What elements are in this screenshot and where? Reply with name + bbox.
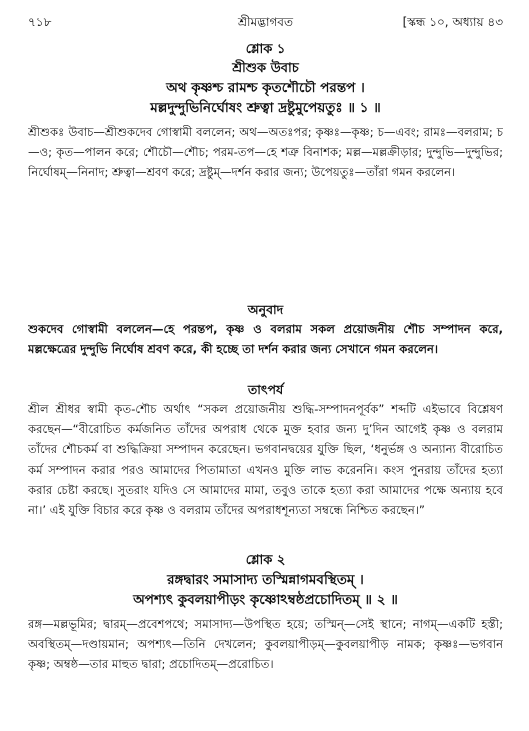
verse-1-translation-heading: অনুবাদ [247, 302, 284, 317]
page-number: ৭১৮ [28, 15, 52, 29]
verse-1-synonyms: শ্রীশুকঃ উবাচ—শ্রীশুকদেব গোস্বামী বললেন; অথ—অতঃপর; কৃষ্ণঃ—কৃষ্ণ; চ—এবং; রামঃ—বলরাম; চ—ও; কৃত—পালন করে; শৌচৌ—শৌচ; পরম-তপ—হে শত্রু বিনাশক; মল্ল—মল্লক্রীড়ার; দুন্দুভি—দুন্দুভির; নির্ঘোষম্—নিনাদ; শ্রুত্বা—শ্রবণ করে; দ্রষ্টুম্—দর্শন করার জন্য; উপেয়তুঃ—তাঁরা গমন করলেন। [28, 125, 503, 180]
page-content [28, 40, 503, 695]
verse-1-purport: শ্রীল শ্রীধর স্বামী কৃত-শৌচ অর্থাৎ “সকল প্রয়োজনীয় শুদ্ধি-সম্পাদনপূর্বক” শব্দটি এইভাবে বিশ্লেষণ করছেন—“বীরোচিত কর্মজনিত তাঁদের অপরাধ থেকে মুক্ত হবার জন্য দু’দিন আগেই কৃষ্ণ ও বলরাম তাঁদের শৌচকর্ম বা শুদ্ধিক্রিয়া সম্পাদন করেছেন। ভগবানদ্বয়ের যুক্তি ছিল, ‘ধনুর্ভঙ্গ ও অন্যান্য বীরোচিত কর্ম সম্পাদন করার পরও আমাদের পিতামাতা এখনও মুক্তি লাভ করেননি। কংস পুনরায় তাঁদের হত্যা করার চেষ্টা করছে। সুতরাং যদিও সে আমাদের মামা, তবুও তাকে হত্যা করা আমাদের পক্ষে অন্যায় হবে না।’ এই যুক্তি বিচার করে কৃষ্ণ ও বলরাম তাঁদের অপরাধশূন্যতা সম্বন্ধে নিশ্চিত করছেন।” [28, 402, 503, 518]
verse-1-purport-heading: তাৎপর্য [247, 382, 284, 397]
verse-1-heading: শ্লোক ১ [245, 42, 286, 57]
verse-1-translation: শুকদেব গোস্বামী বললেন—হে পরন্তপ, কৃষ্ণ ও বলরাম সকল প্রয়োজনীয় শৌচ সম্পাদন করে, মল্লক্ষেত্রের দুন্দুভি নির্ঘোষ শ্রবণ করে, কী হচ্ছে তা দর্শন করার জন্য সেখানে গমন করলেন। [28, 322, 503, 357]
verse-1-line-1: অথ কৃষ্ণশ্চ রামশ্চ কৃতশৌচৌ পরন্তপ । [166, 80, 365, 96]
verse-1-speaker: শ্রীশুক উবাচ [232, 61, 299, 76]
page-header [28, 14, 503, 32]
verse-2-heading: শ্লোক ২ [245, 553, 286, 568]
section-reference: [স্কন্ধ ১০, অধ্যায় ৪৩ [402, 15, 503, 29]
verse-1-line-2: মল্লদুন্দুভিনির্ঘোষং শ্রুত্বা দ্রষ্টুমুপেয়তুঃ ॥ ১ ॥ [150, 100, 381, 116]
running-title: শ্রীমদ্ভাগবত [237, 15, 293, 29]
verse-2-line-1: রঙ্গদ্বারং সমাসাদ্য তস্মিন্নাগমবস্থিতম্ । [167, 572, 364, 588]
verse-2-synonyms: রঙ্গ—মল্লভূমির; দ্বারম্—প্রবেশপথে; সমাসাদ্য—উপস্থিত হয়ে; তস্মিন্—সেই স্থানে; নাগম্—একটি হস্তী; অবস্থিতম্—দণ্ডায়মান; অপশ্যৎ—তিনি দেখলেন; কুবলয়াপীড়ম্—কুবলয়াপীড় নামক; কৃষ্ণঃ—ভগবান কৃষ্ণ; অম্বষ্ঠ—তার মাহুত দ্বারা; প্রচোদিতম্—প্ররোচিত। [28, 617, 503, 672]
verse-2-line-2: অপশ্যৎ কুবলয়াপীড়ং কৃষ্ণোঽম্বষ্ঠপ্রচোদিতম্ ॥ ২ ॥ [133, 592, 398, 608]
